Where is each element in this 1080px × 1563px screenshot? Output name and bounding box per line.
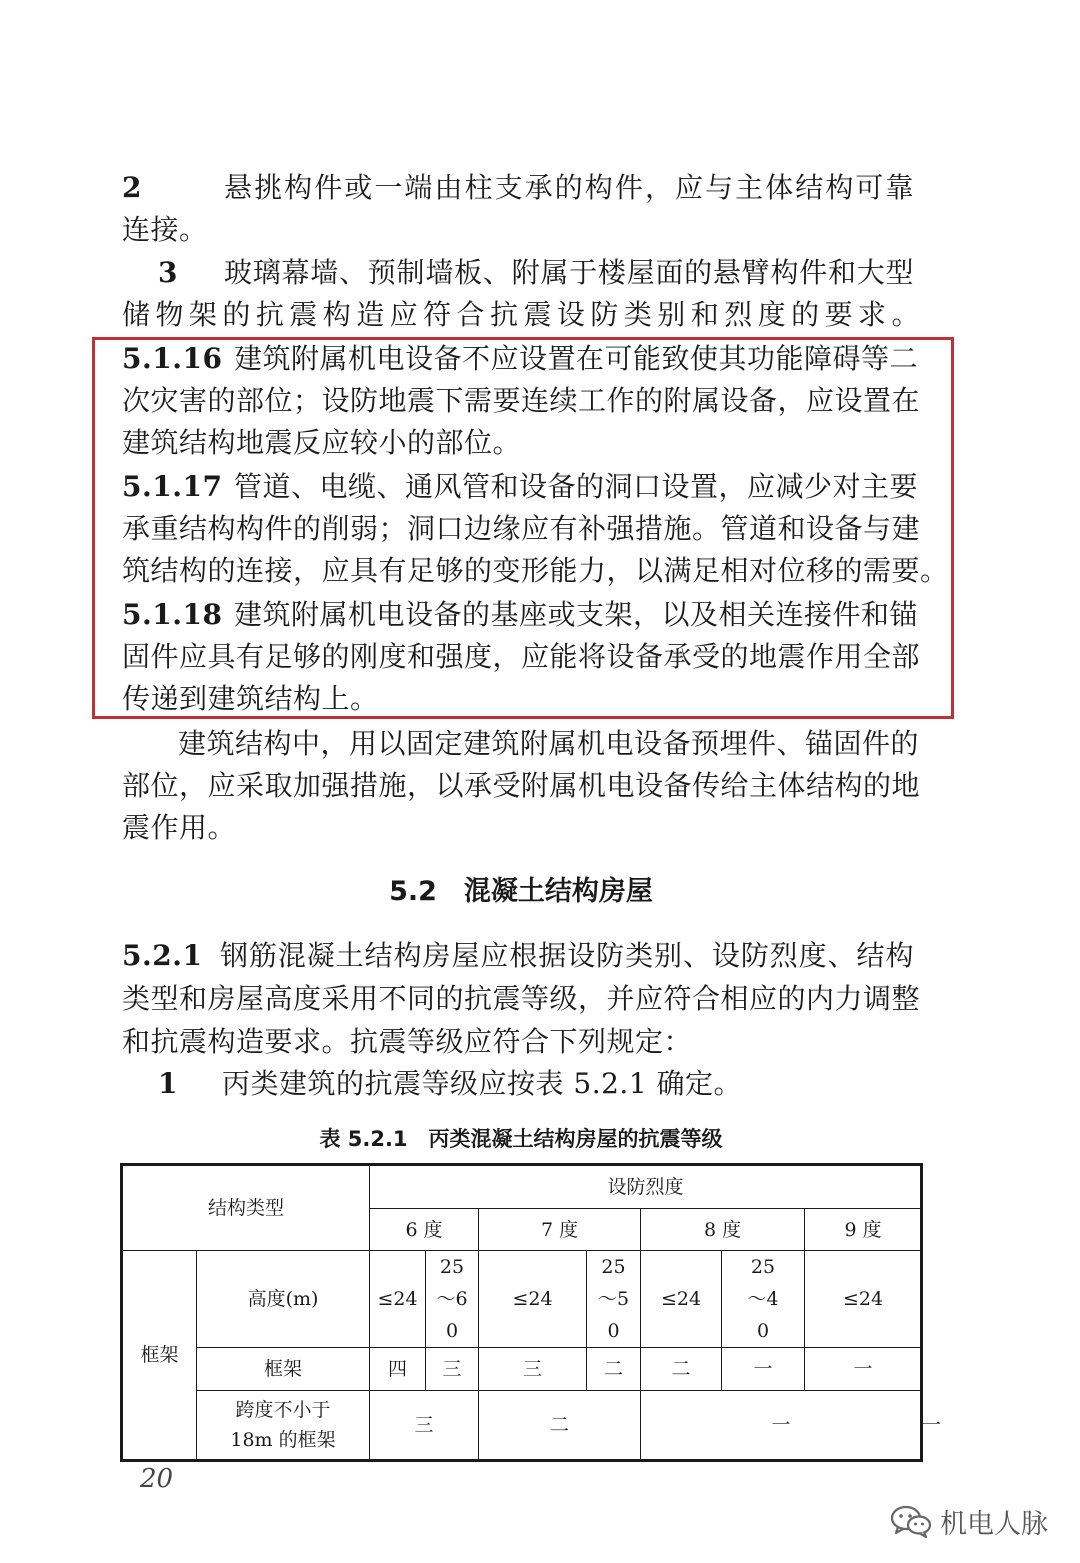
clause-number: 5.2.1 bbox=[122, 939, 203, 972]
clause-number: 5.1.17 bbox=[122, 470, 223, 503]
item-1-line bbox=[122, 1066, 920, 1102]
degree-9: 9 度 bbox=[805, 1209, 922, 1251]
degree-6: 6 度 bbox=[370, 1209, 479, 1251]
span-grade-cell: 三 bbox=[370, 1391, 479, 1461]
clause-5-1-17-line-3: 筑结构的连接，应具有足够的变形能力，以满足相对位移的需要。 bbox=[122, 554, 949, 587]
table-caption: 表 5.2.1 丙类混凝土结构房屋的抗震等级 bbox=[319, 1127, 723, 1151]
degree-8: 8 度 bbox=[641, 1209, 805, 1251]
row-frame-label: 框架 bbox=[197, 1348, 370, 1391]
item-text: 丙类建筑的抗震等级应按表 5.2.1 确定。 bbox=[222, 1067, 743, 1100]
note-text: 建筑结构中，用以固定建筑附属机电设备预埋件、锚固件的 bbox=[178, 727, 920, 760]
item-text: 玻璃幕墙、预制墙板、附属于楼屋面的悬臂构件和大型 bbox=[224, 256, 914, 289]
grade-cell: 二 bbox=[641, 1348, 722, 1391]
item-3-line-2: 储物架的抗震构造应符合抗震设防类别和烈度的要求。 bbox=[122, 298, 920, 331]
clause-5-1-17-line-1 bbox=[122, 469, 920, 505]
clause-text: 建筑附属机电设备不应设置在可能致使其功能障碍等二 bbox=[234, 342, 919, 375]
clause-number: 5.1.16 bbox=[122, 342, 223, 375]
clause-5-1-16-line-1 bbox=[122, 341, 920, 377]
clause-5-2-1-line-1 bbox=[122, 938, 920, 974]
grade-cell: 二 bbox=[587, 1348, 641, 1391]
grade-cell: 一 bbox=[722, 1348, 805, 1391]
height-cell: ≤24 bbox=[641, 1251, 722, 1348]
note-paragraph-line-3: 震作用。 bbox=[122, 811, 237, 844]
clause-5-2-1-line-3: 和抗震构造要求。抗震等级应符合下列规定： bbox=[122, 1025, 693, 1058]
header-structure-type: 结构类型 bbox=[122, 1165, 370, 1251]
watermark-text: 机电人脉 bbox=[940, 1508, 1048, 1540]
clause-5-1-16-line-3: 建筑结构地震反应较小的部位。 bbox=[122, 426, 522, 459]
wechat-icon bbox=[890, 1504, 932, 1538]
span-grade-cell: 一 bbox=[641, 1391, 922, 1461]
clause-5-1-18-line-3: 传递到建筑结构上。 bbox=[122, 682, 379, 715]
page-number: 20 bbox=[140, 1464, 174, 1494]
grade-cell: 一 bbox=[805, 1348, 922, 1391]
height-cell: 25～50 bbox=[587, 1251, 641, 1348]
clause-5-1-18-line-2: 固件应具有足够的刚度和强度，应能将设备承受的地震作用全部 bbox=[122, 640, 921, 673]
clause-text: 钢筋混凝土结构房屋应根据设防类别、设防烈度、结构 bbox=[220, 939, 914, 972]
clause-5-2-1-line-2: 类型和房屋高度采用不同的抗震等级，并应符合相应的内力调整 bbox=[122, 982, 921, 1015]
item-2-line-1 bbox=[122, 170, 920, 206]
note-paragraph-line-1 bbox=[122, 726, 920, 762]
height-cell: ≤24 bbox=[370, 1251, 426, 1348]
clause-5-1-18-line-1 bbox=[122, 597, 920, 633]
clause-5-1-17-line-2: 承重结构构件的削弱；洞口边缘应有补强措施。管道和设备与建 bbox=[122, 512, 921, 545]
item-number: 1 bbox=[158, 1067, 178, 1100]
height-cell: 25～40 bbox=[722, 1251, 805, 1348]
item-3-line-1 bbox=[122, 255, 920, 291]
item-text: 悬挑构件或一端由柱支承的构件，应与主体结构可靠 bbox=[224, 171, 914, 204]
grade-cell: 三 bbox=[479, 1348, 587, 1391]
grade-cell: 四 bbox=[370, 1348, 426, 1391]
header-intensity: 设防烈度 bbox=[370, 1165, 922, 1209]
seismic-grade-table: 结构类型 设防烈度 6 度 7 度 8 度 9 度 框架 高度(m) ≤24 25～60 ≤24 25～50 ≤24 25～40 ≤24 框架 四 三 三 二 二 一 一 跨度不小于 18m 的框架 三 二 一 一 bbox=[120, 1163, 923, 1462]
row-span-label: 跨度不小于 18m 的框架 bbox=[197, 1391, 370, 1461]
item-number: 3 bbox=[158, 256, 178, 289]
height-cell: 25～60 bbox=[426, 1251, 479, 1348]
item-number: 2 bbox=[122, 171, 142, 204]
height-cell: ≤24 bbox=[805, 1251, 922, 1348]
degree-7: 7 度 bbox=[479, 1209, 641, 1251]
row-group-frame: 框架 bbox=[122, 1251, 197, 1461]
span-grade-cell: 二 bbox=[479, 1391, 641, 1461]
clause-text: 管道、电缆、通风管和设备的洞口设置，应减少对主要 bbox=[234, 470, 919, 503]
row-height-label: 高度(m) bbox=[197, 1251, 370, 1348]
clause-text: 建筑附属机电设备的基座或支架，以及相关连接件和锚 bbox=[234, 598, 919, 631]
grade-cell: 三 bbox=[426, 1348, 479, 1391]
item-2-line-2: 连接。 bbox=[122, 213, 208, 246]
clause-5-1-16-line-2: 次灾害的部位；设防地震下需要连续工作的附属设备，应设置在 bbox=[122, 384, 921, 417]
section-heading: 5.2 混凝土结构房屋 bbox=[389, 876, 653, 907]
note-paragraph-line-2: 部位，应采取加强措施，以承受附属机电设备传给主体结构的地 bbox=[122, 769, 921, 802]
clause-number: 5.1.18 bbox=[122, 598, 223, 631]
height-cell: ≤24 bbox=[479, 1251, 587, 1348]
watermark bbox=[890, 1496, 1060, 1546]
